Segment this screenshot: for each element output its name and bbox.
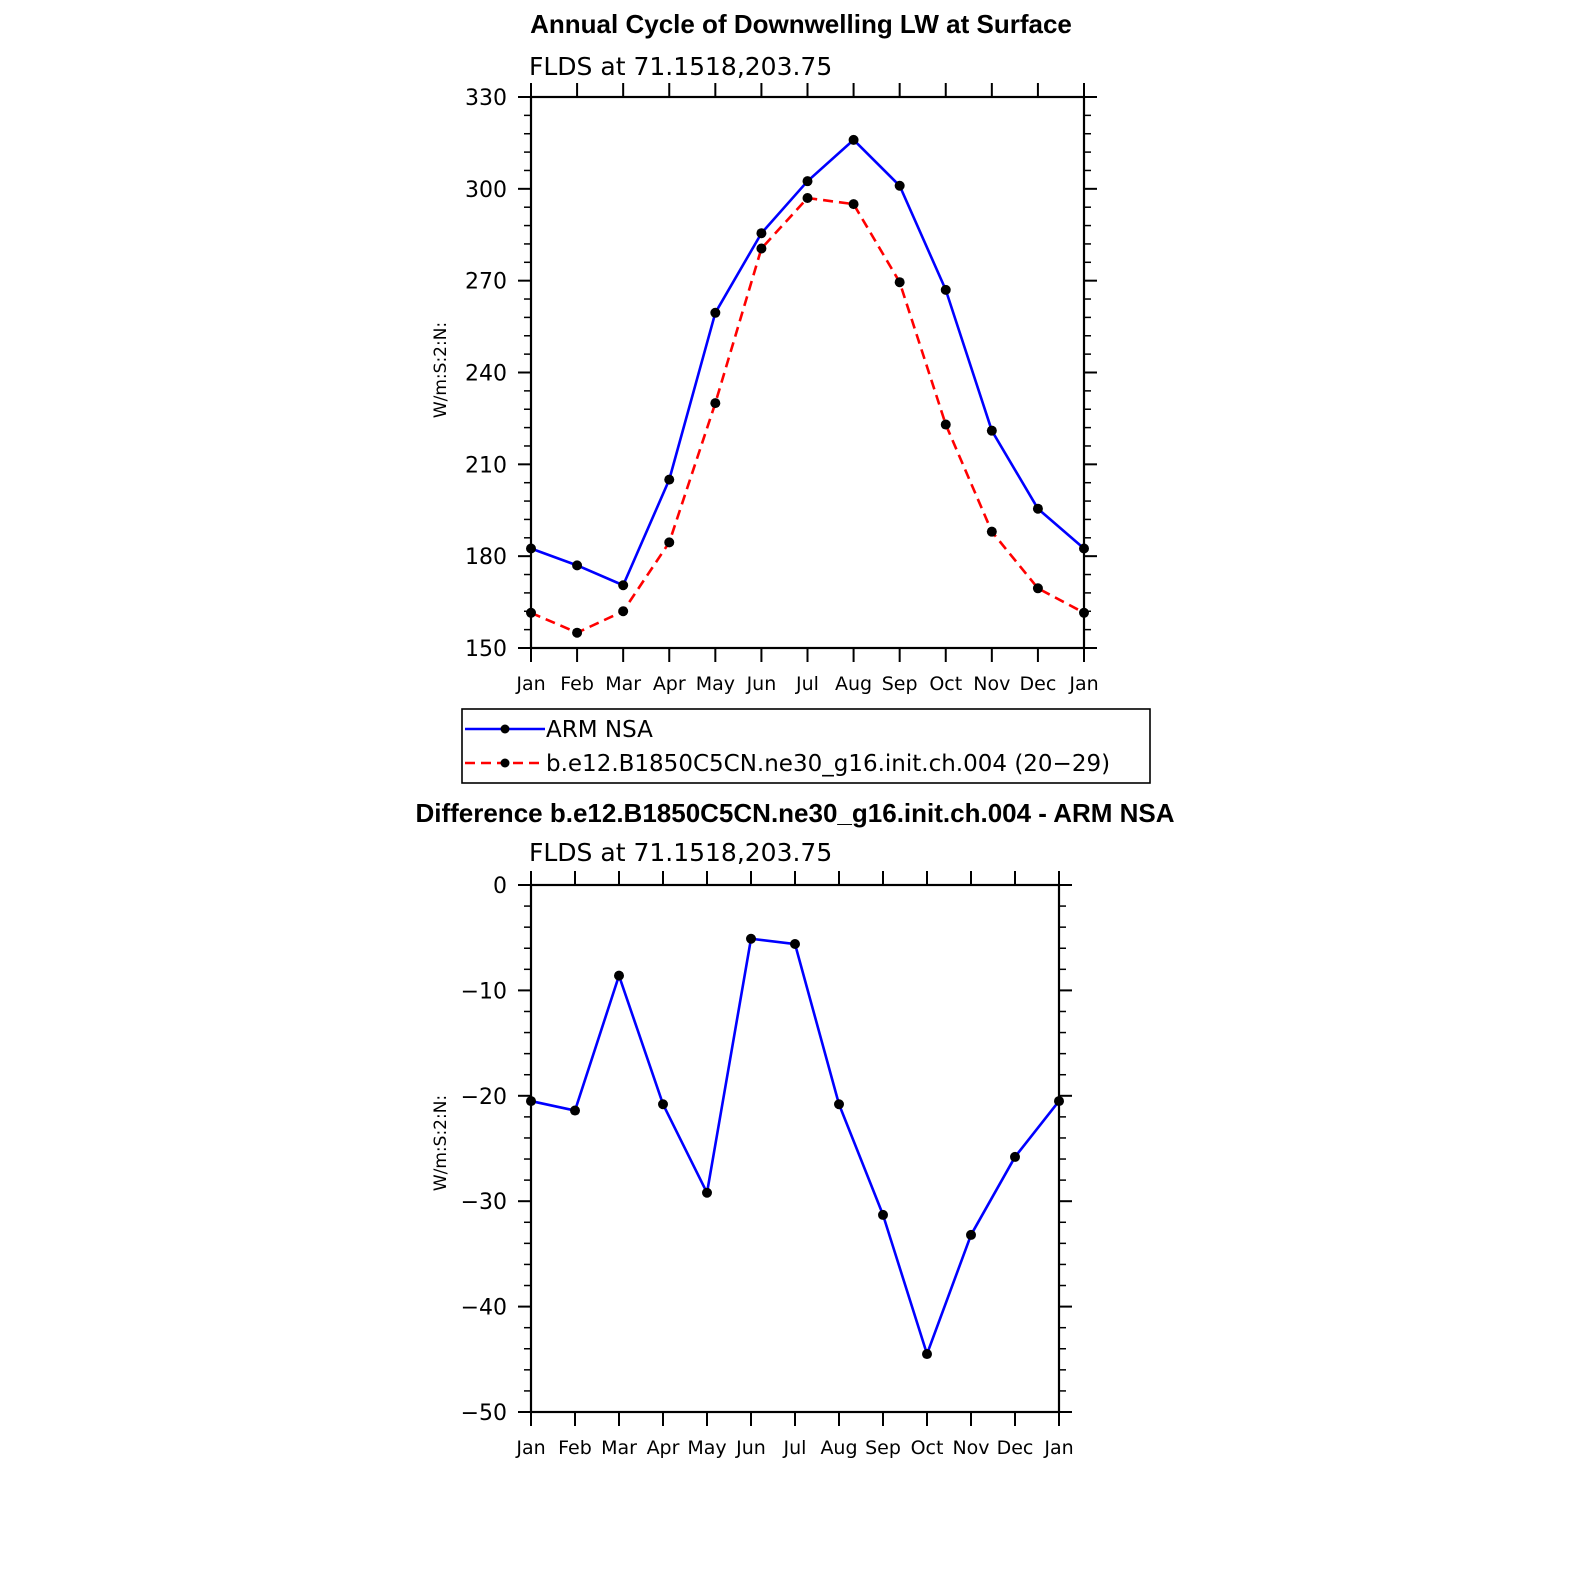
legend-model-label: b.e12.B1850C5CN.ne30_g16.init.ch.004 (20−29): [546, 751, 1111, 777]
chart1-ytick-label: 270: [465, 269, 507, 295]
chart1-series-0-point: [941, 285, 951, 295]
chart1-series-1-point: [664, 537, 674, 547]
chart2-xtick-label: Apr: [646, 1437, 680, 1459]
chart2-series-0-point: [658, 1099, 668, 1109]
chart2-xtick-label: Oct: [910, 1437, 944, 1459]
chart2-series-0-point: [966, 1230, 976, 1240]
chart1-series-1-point: [618, 606, 628, 616]
chart1-xtick-label: Mar: [605, 673, 642, 695]
chart1-series-1-point: [987, 527, 997, 537]
chart2-plot: [461, 871, 1074, 1459]
legend-arm-label: ARM NSA: [546, 717, 653, 743]
chart2-xtick-label: May: [687, 1437, 727, 1459]
chart1-series-0-point: [664, 475, 674, 485]
chart2-xtick-label: Nov: [952, 1437, 990, 1459]
chart1-ytick-label: 330: [465, 86, 507, 111]
chart1-xtick-label: Sep: [881, 673, 918, 695]
chart1-series-1-point: [526, 608, 536, 618]
chart1-series-1-point: [1033, 583, 1043, 593]
chart2-series-0-point: [834, 1099, 844, 1109]
chart1-series-1-point: [849, 199, 859, 209]
chart2-xtick-label: Jul: [783, 1437, 807, 1459]
chart2-series-0-line: [531, 939, 1059, 1354]
chart1-series-1-line: [531, 198, 1084, 633]
chart2-ytick-label: −10: [460, 979, 507, 1005]
chart1-plot: [465, 83, 1099, 695]
chart1-series-0-point: [895, 181, 905, 191]
chart1-xtick-label: Apr: [652, 673, 686, 695]
chart2-series-0-point: [790, 939, 800, 949]
chart1-ytick-label: 180: [465, 545, 507, 571]
chart2-xtick-label: Jan: [1044, 1437, 1074, 1459]
chart2-xtick-label: Dec: [996, 1437, 1034, 1459]
chart1-title: Annual Cycle of Downwelling LW at Surface: [530, 9, 1072, 39]
chart2-series-0-point: [570, 1106, 580, 1116]
chart2-series-0-point: [878, 1210, 888, 1220]
chart1-xtick-label: Oct: [929, 673, 963, 695]
chart1-series-1-point: [803, 193, 813, 203]
chart1-series-0-point: [849, 135, 859, 145]
legend-arm-marker: [501, 725, 510, 734]
chart1-ytick-label: 300: [465, 177, 507, 203]
chart1-xtick-label: Aug: [835, 673, 873, 695]
chart2-ytick-label: −40: [460, 1295, 507, 1321]
chart1-series-0-point: [1033, 504, 1043, 514]
chart2-ylabel-group: [431, 1095, 451, 1191]
chart2-ylabel: W/m:S:2:N:: [431, 1094, 451, 1192]
chart1-ylabel-group: [431, 322, 451, 418]
chart2-series-0-point: [614, 971, 624, 981]
chart2-ytick-label: 0: [493, 874, 507, 899]
chart1-series-0-point: [756, 228, 766, 238]
chart2-xtick-label: Mar: [601, 1437, 637, 1459]
chart2-xtick-label: Jun: [736, 1437, 766, 1459]
chart2-frame: [531, 885, 1059, 1412]
chart1-ytick-label: 240: [465, 361, 507, 387]
chart2-series-0-point: [526, 1096, 536, 1106]
chart1-series-0-line: [531, 140, 1084, 585]
chart1-xtick-label: Jan: [1069, 673, 1099, 695]
chart1-ytick-label: 150: [465, 637, 507, 662]
chart2-xtick-label: Feb: [558, 1437, 592, 1459]
chart1-series-1-point: [1079, 608, 1089, 618]
chart1-subtitle: FLDS at 71.1518,203.75: [529, 52, 833, 81]
chart1-series-0-point: [618, 580, 628, 590]
chart1-series-0-point: [572, 560, 582, 570]
chart2-series-0-point: [922, 1349, 932, 1359]
chart2-series-0-point: [746, 934, 756, 944]
chart1-series-1-point: [572, 628, 582, 638]
chart2-title: Difference b.e12.B1850C5CN.ne30_g16.init.ch.004 - ARM NSA: [415, 798, 1175, 828]
chart1-xtick-label: Jun: [746, 673, 777, 695]
chart2-ytick-label: −30: [460, 1190, 507, 1216]
chart1-xtick-label: Jan: [516, 673, 546, 695]
chart2-series-0-point: [1054, 1096, 1064, 1106]
chart1-series-1-point: [710, 398, 720, 408]
chart1-xtick-label: May: [695, 673, 735, 695]
chart2-subtitle: FLDS at 71.1518,203.75: [529, 838, 833, 867]
chart1-series-0-point: [710, 308, 720, 318]
chart1-series-0-point: [526, 544, 536, 554]
chart1-xtick-label: Jul: [796, 673, 819, 695]
chart1-legend: [462, 709, 1150, 783]
chart1-series-0-point: [803, 176, 813, 186]
chart2-series-0-point: [1010, 1152, 1020, 1162]
chart2-xtick-label: Jan: [516, 1437, 546, 1459]
chart2-xtick-label: Sep: [865, 1437, 901, 1459]
chart1-xtick-label: Feb: [560, 673, 594, 695]
chart1-ytick-label: 210: [465, 453, 507, 479]
chart2-series-0-point: [702, 1188, 712, 1198]
chart1-xtick-label: Dec: [1019, 673, 1057, 695]
chart1-series-0-point: [987, 426, 997, 436]
chart1-series-1-point: [941, 420, 951, 430]
chart1-series-1-point: [895, 277, 905, 287]
chart1-series-0-point: [1079, 544, 1089, 554]
chart2-xtick-label: Aug: [820, 1437, 858, 1459]
chart2-ytick-label: −50: [460, 1401, 507, 1426]
chart2-ytick-label: −20: [460, 1084, 507, 1110]
chart1-ylabel: W/m:S:2:N:: [431, 321, 451, 419]
legend-model-marker: [501, 759, 510, 768]
chart1-xtick-label: Nov: [973, 673, 1011, 695]
chart1-series-1-point: [756, 244, 766, 254]
